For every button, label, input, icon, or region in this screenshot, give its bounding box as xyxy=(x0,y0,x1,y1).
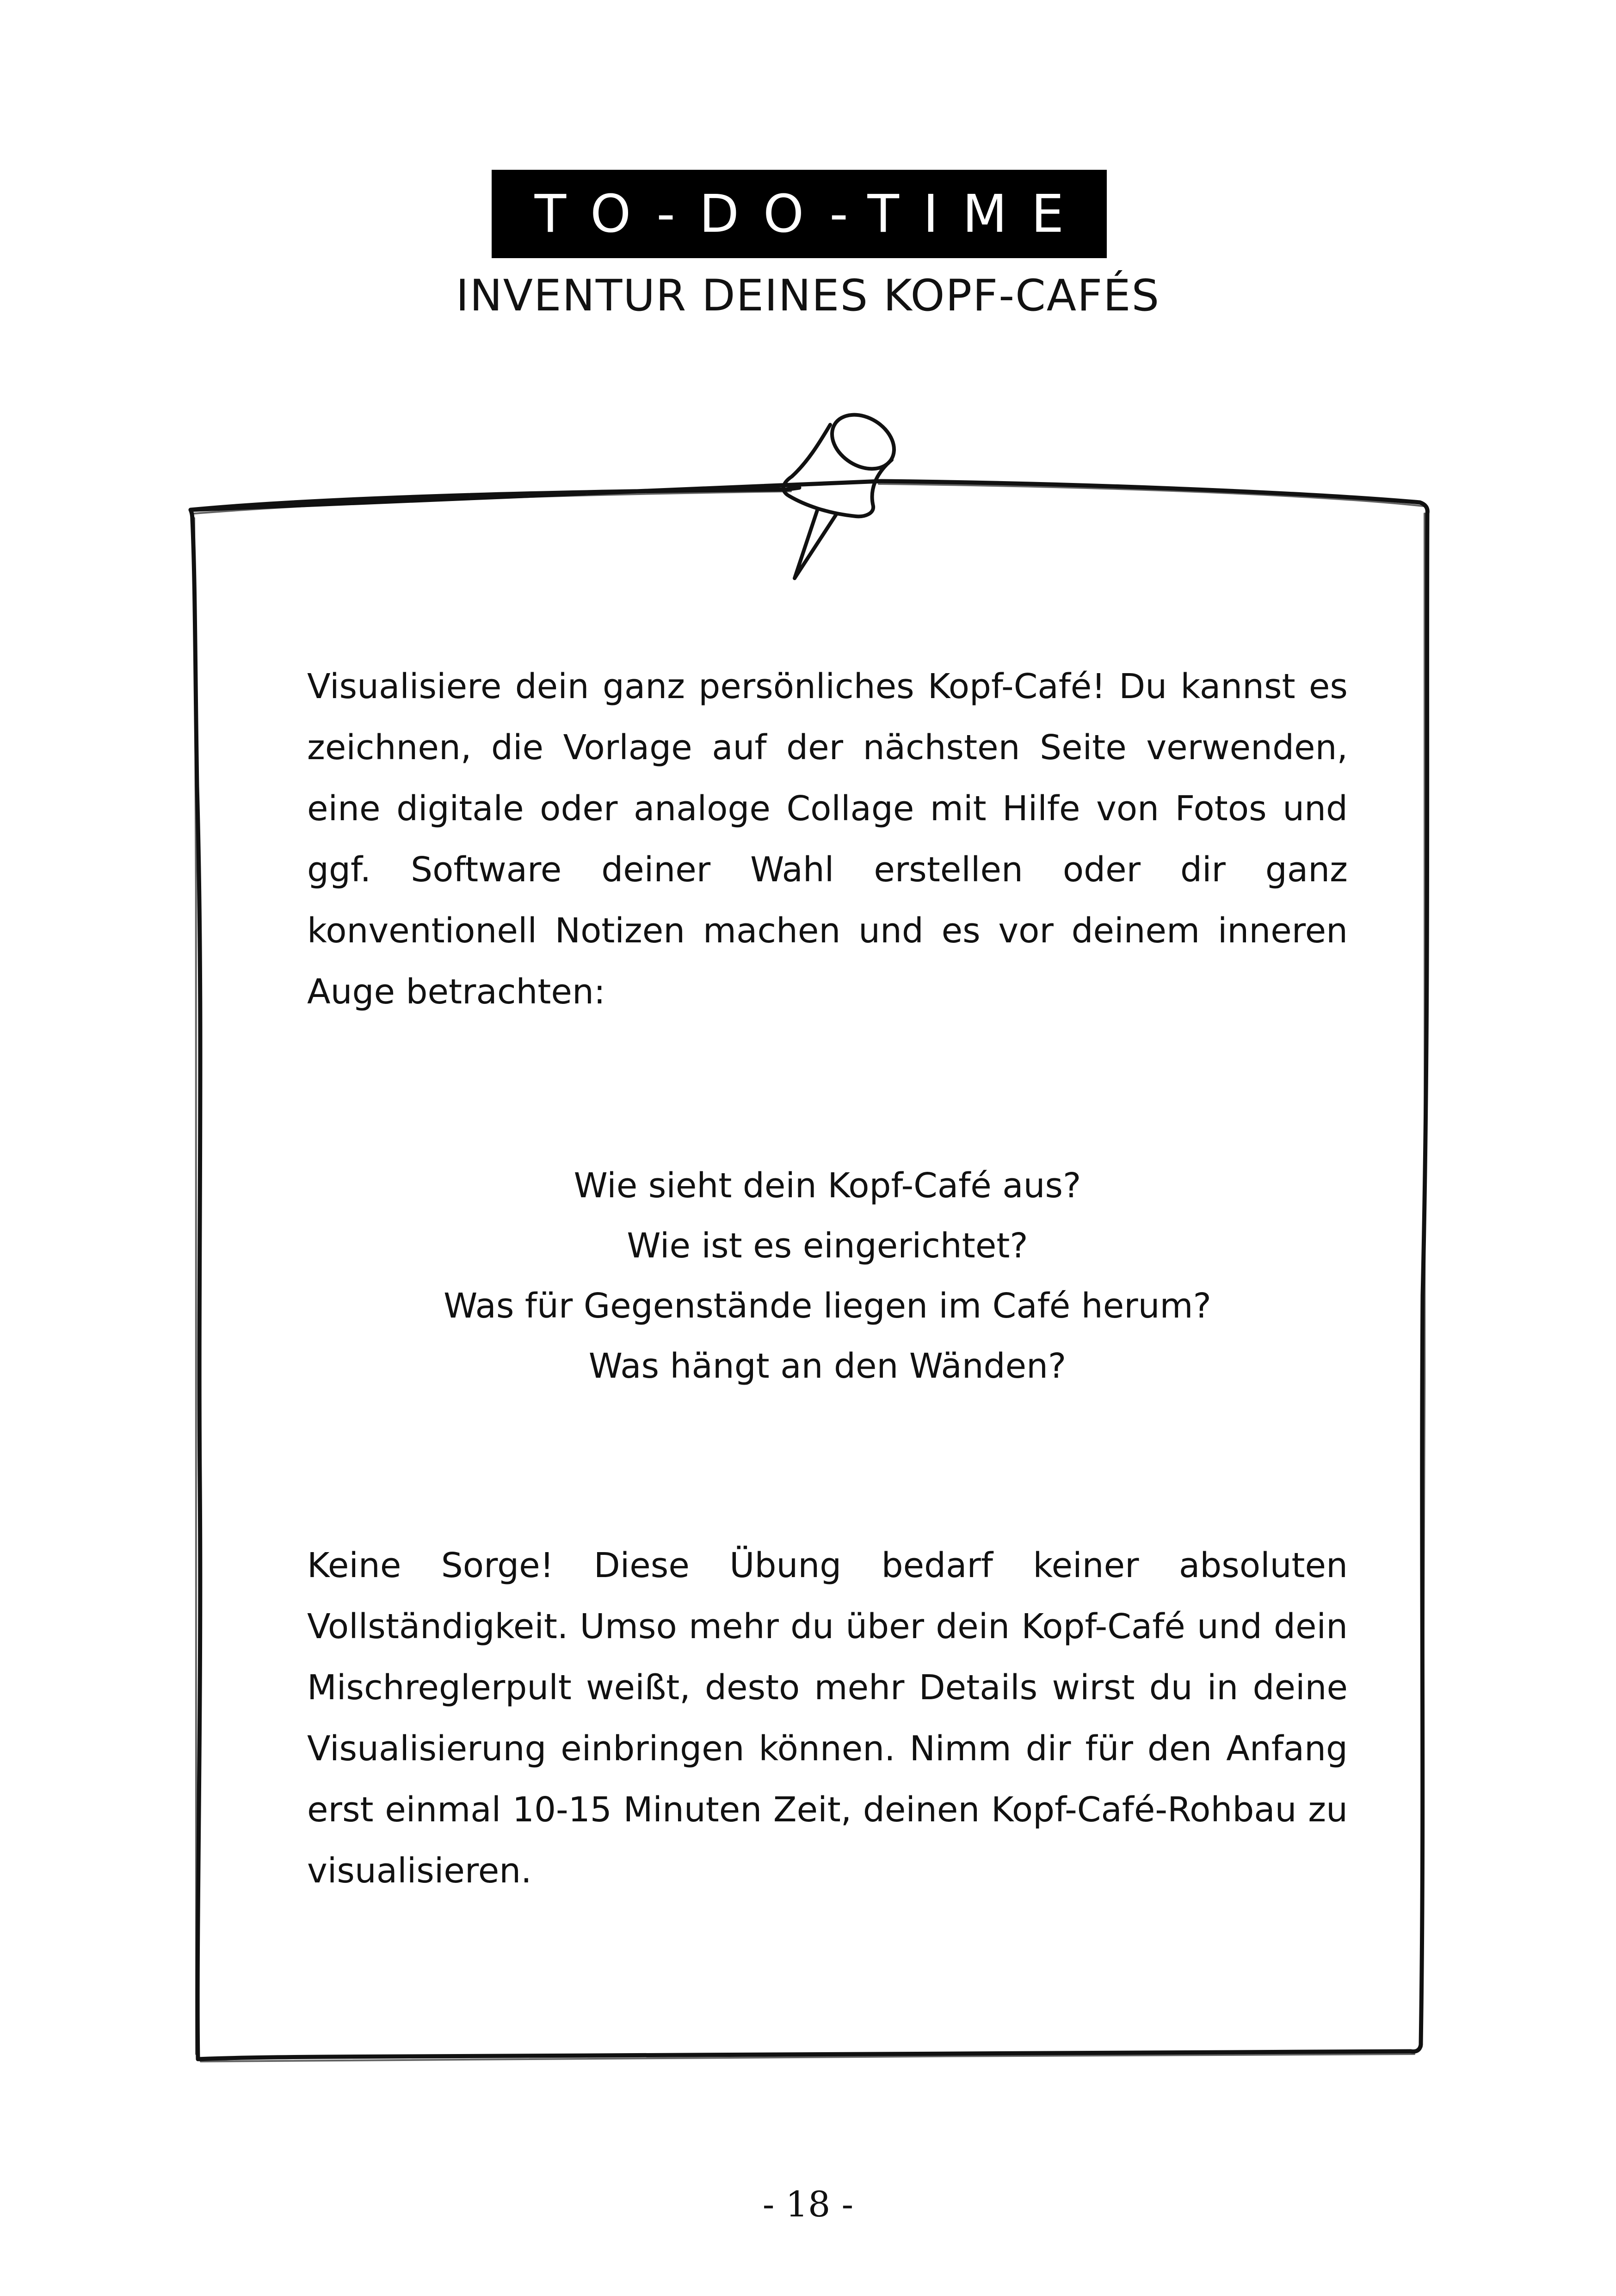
outro-paragraph: Keine Sorge! Diese Übung bedarf keiner absoluten Vollständigkeit. Umso mehr du über dein Kopf-Café und dein Mischreglerpult weißt, desto mehr Details wirst du in deine Visualisierung einbringen können. Nimm dir für den Anfang erst einmal 10-15 Minuten Zeit, deinen Kopf-Café-Rohbau zu visualisieren. xyxy=(307,1546,1348,1891)
pin-body xyxy=(783,425,892,516)
note-content xyxy=(307,656,1348,1901)
pin-head xyxy=(822,404,904,480)
intro-paragraph: Visualisiere dein ganz persönliches Kopf-Café! Du kannst es zeichnen, die Vorlage auf der nächsten Seite verwenden, eine digitale oder analoge Collage mit Hilfe von Fotos und ggf. Software deiner Wahl erstellen oder dir ganz konventionell Notizen machen und es vor deinem inneren Auge betrachten: xyxy=(307,667,1348,1012)
question-list xyxy=(307,1156,1348,1396)
question-item: Wie sieht dein Kopf-Café aus? xyxy=(574,1166,1081,1206)
todo-banner-label: TO-DO-TIME xyxy=(534,184,1088,244)
question-item: Was für Gegenstände liegen im Café herum? xyxy=(444,1286,1211,1326)
pin-needle xyxy=(795,509,836,578)
question-item: Was hängt an den Wänden? xyxy=(588,1346,1067,1386)
question-item: Wie ist es eingerichtet? xyxy=(627,1226,1028,1266)
page-number: - 18 - xyxy=(762,2184,854,2225)
page-subtitle: INVENTUR DEINES KOPF-CAFÉS xyxy=(456,271,1160,321)
push-pin-icon xyxy=(783,404,904,578)
